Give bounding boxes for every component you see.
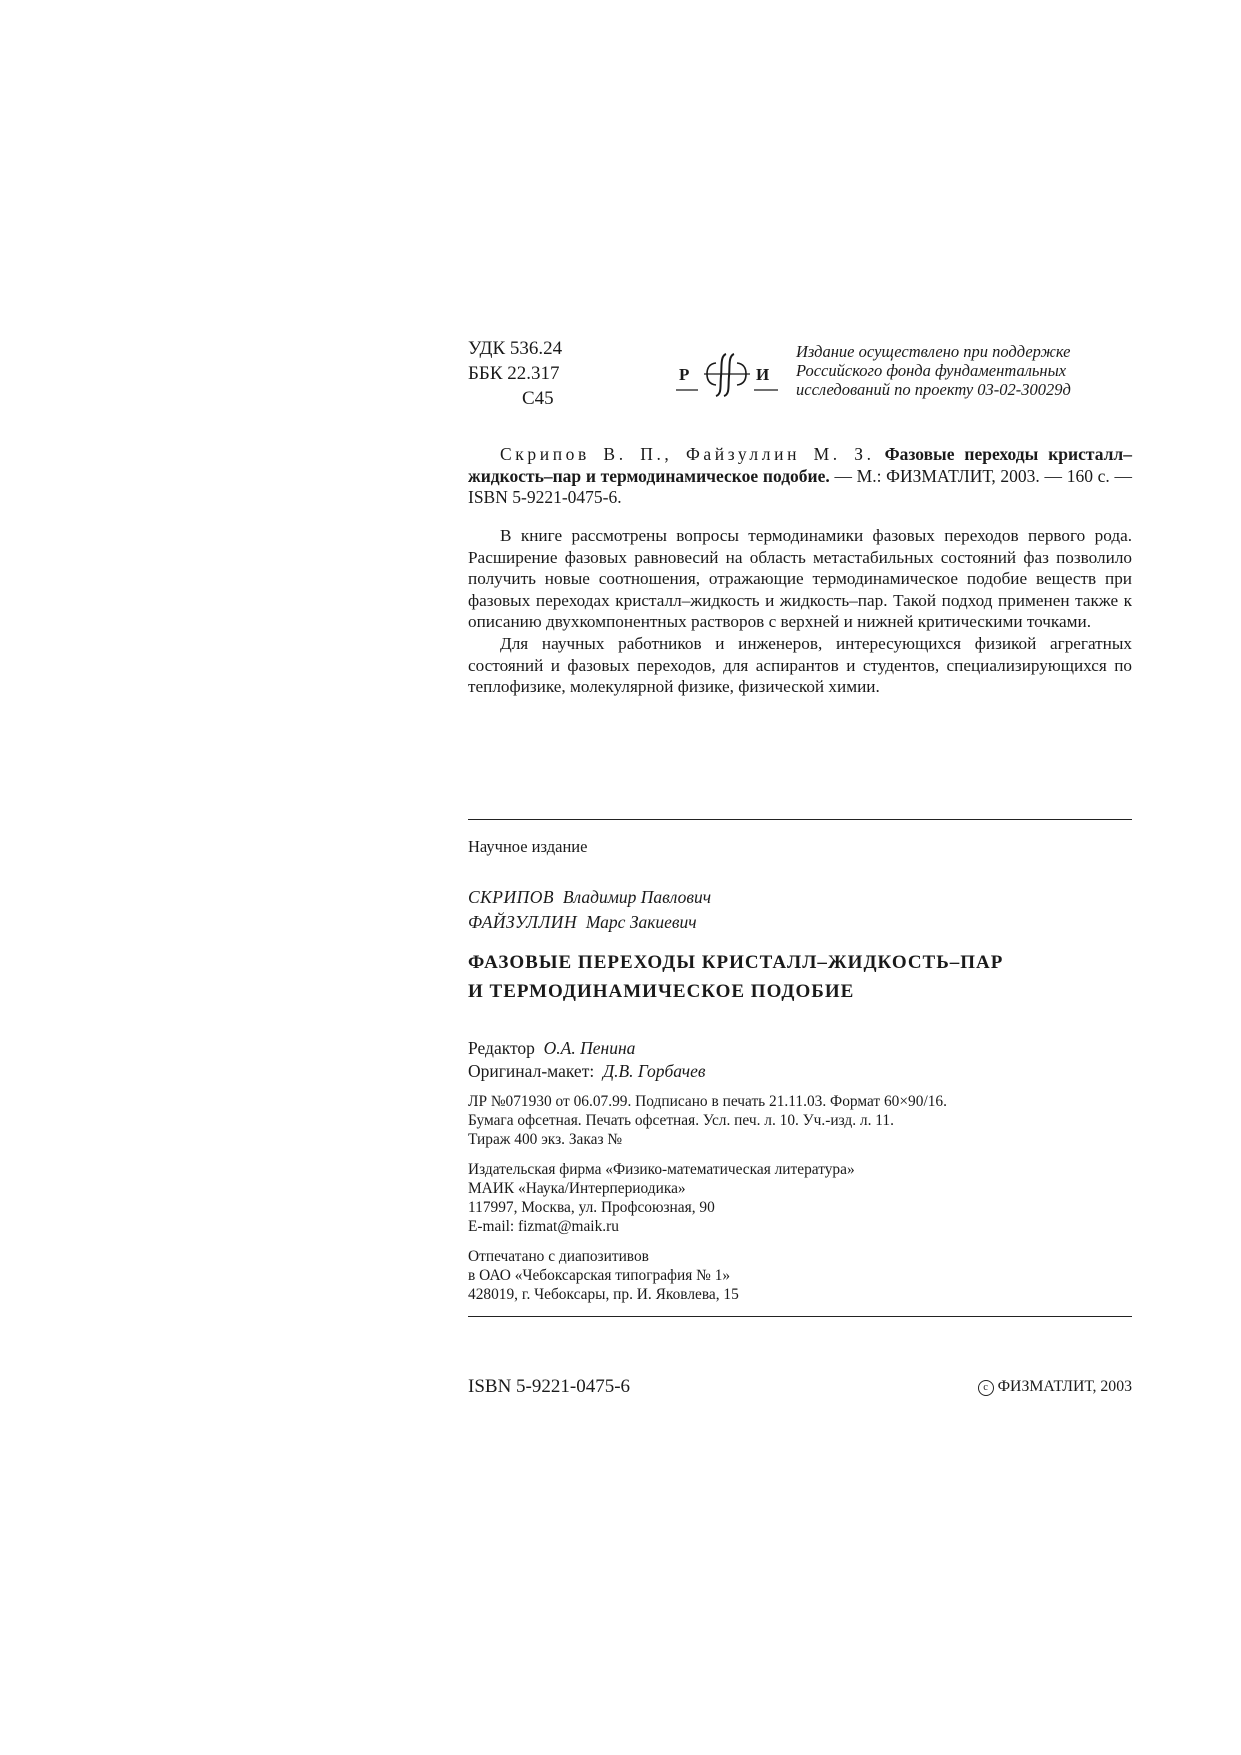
publisher-line: МАИК «Наука/Интерпериодика» bbox=[468, 1180, 686, 1197]
support-line: Издание осуществлено при поддержке bbox=[796, 342, 1071, 361]
citation-title: Фазовые переходы кристалл–жидкость–пар и термодинамическое подобие. bbox=[468, 444, 1132, 486]
publisher-line: Издательская фирма «Физико-математическая литература» bbox=[468, 1161, 855, 1178]
printer-line: Отпечатано с диапозитивов bbox=[468, 1248, 649, 1265]
copyright-text: ФИЗМАТЛИТ, 2003 bbox=[997, 1378, 1132, 1395]
printer-info bbox=[468, 1247, 1132, 1304]
print-line: ЛР №071930 от 06.07.99. Подписано в печать 21.11.03. Формат 60×90/16. bbox=[468, 1093, 947, 1110]
editor-name: О.А. Пенина bbox=[543, 1038, 636, 1058]
citation-publication: — М.: ФИЗМАТЛИТ, 2003. — 160 с. — ISBN 5-9221-0475-6. bbox=[468, 465, 1132, 507]
isbn: ISBN 5-9221-0475-6 bbox=[468, 1376, 631, 1397]
author-surname: ФАЙЗУЛЛИН bbox=[468, 912, 578, 932]
publisher-info bbox=[468, 1160, 1132, 1236]
publisher-line: E-mail: fizmat@maik.ru bbox=[468, 1218, 619, 1235]
citation bbox=[468, 444, 1132, 509]
book-title-line: ФАЗОВЫЕ ПЕРЕХОДЫ КРИСТАЛЛ–ЖИДКОСТЬ–ПАР bbox=[468, 952, 1004, 973]
author-name: Марс Закиевич bbox=[585, 912, 697, 932]
support-line: Российского фонда фундаментальных bbox=[796, 361, 1067, 380]
bbk-code: ББК 22.317 bbox=[468, 363, 560, 384]
printer-line: в ОАО «Чебоксарская типография № 1» bbox=[468, 1267, 731, 1284]
logo-letter-left: Р bbox=[679, 365, 690, 384]
abstract bbox=[468, 525, 1132, 698]
support-line: исследований по проекту 03-02-30029д bbox=[796, 380, 1071, 399]
divider-top bbox=[468, 819, 1132, 820]
citation-authors: Скрипов В. П., Файзуллин М. З. bbox=[500, 444, 875, 464]
print-line: Тираж 400 экз. Заказ № bbox=[468, 1131, 623, 1148]
editor-label: Редактор bbox=[468, 1038, 535, 1058]
publisher-line: 117997, Москва, ул. Профсоюзная, 90 bbox=[468, 1199, 715, 1216]
support-note bbox=[796, 342, 1132, 399]
authors-full bbox=[468, 885, 711, 935]
layout-label: Оригинал-макет: bbox=[468, 1061, 595, 1081]
abstract-paragraph: В книге рассмотрены вопросы термодинамики фазовых переходов первого рода. Расширение фазовых равновесий на область метастабильных состояний фаз позволило получить новые соотношения, отражающие термодинамическое подобие веществ при фазовых переходах кристалл–жидкость и жидкость–пар. Такой подход применен также к описанию двухкомпонентных растворов с верхней и нижней критическими точками. bbox=[468, 526, 1132, 632]
author-mark: С45 bbox=[522, 388, 554, 409]
layout-name: Д.В. Горбачев bbox=[602, 1061, 706, 1081]
book-title-line: И ТЕРМОДИНАМИЧЕСКОЕ ПОДОБИЕ bbox=[468, 981, 855, 1002]
logo-letter-right: И bbox=[756, 365, 770, 384]
divider-bottom bbox=[468, 1316, 1132, 1317]
author-surname: СКРИПОВ bbox=[468, 887, 555, 907]
editors bbox=[468, 1037, 706, 1083]
abstract-paragraph: Для научных работников и инженеров, интересующихся физикой агрегатных состояний и фазовых переходов, для аспирантов и студентов, специализирующихся по теплофизике, молекулярной физике, физической химии. bbox=[468, 633, 1132, 697]
rfbr-logo bbox=[676, 352, 784, 398]
classification-block bbox=[468, 336, 562, 411]
author-name: Владимир Павлович bbox=[562, 887, 712, 907]
author-line bbox=[468, 910, 711, 935]
book-title bbox=[468, 948, 1003, 1006]
copyright bbox=[944, 1378, 1132, 1396]
printer-line: 428019, г. Чебоксары, пр. И. Яковлева, 15 bbox=[468, 1286, 739, 1303]
print-details bbox=[468, 1092, 1132, 1149]
udk-code: УДК 536.24 bbox=[468, 338, 563, 359]
edition-type: Научное издание bbox=[468, 837, 588, 856]
copyright-icon: c bbox=[978, 1380, 994, 1396]
print-line: Бумага офсетная. Печать офсетная. Усл. печ. л. 10. Уч.-изд. л. 11. bbox=[468, 1112, 894, 1129]
author-line bbox=[468, 885, 711, 910]
